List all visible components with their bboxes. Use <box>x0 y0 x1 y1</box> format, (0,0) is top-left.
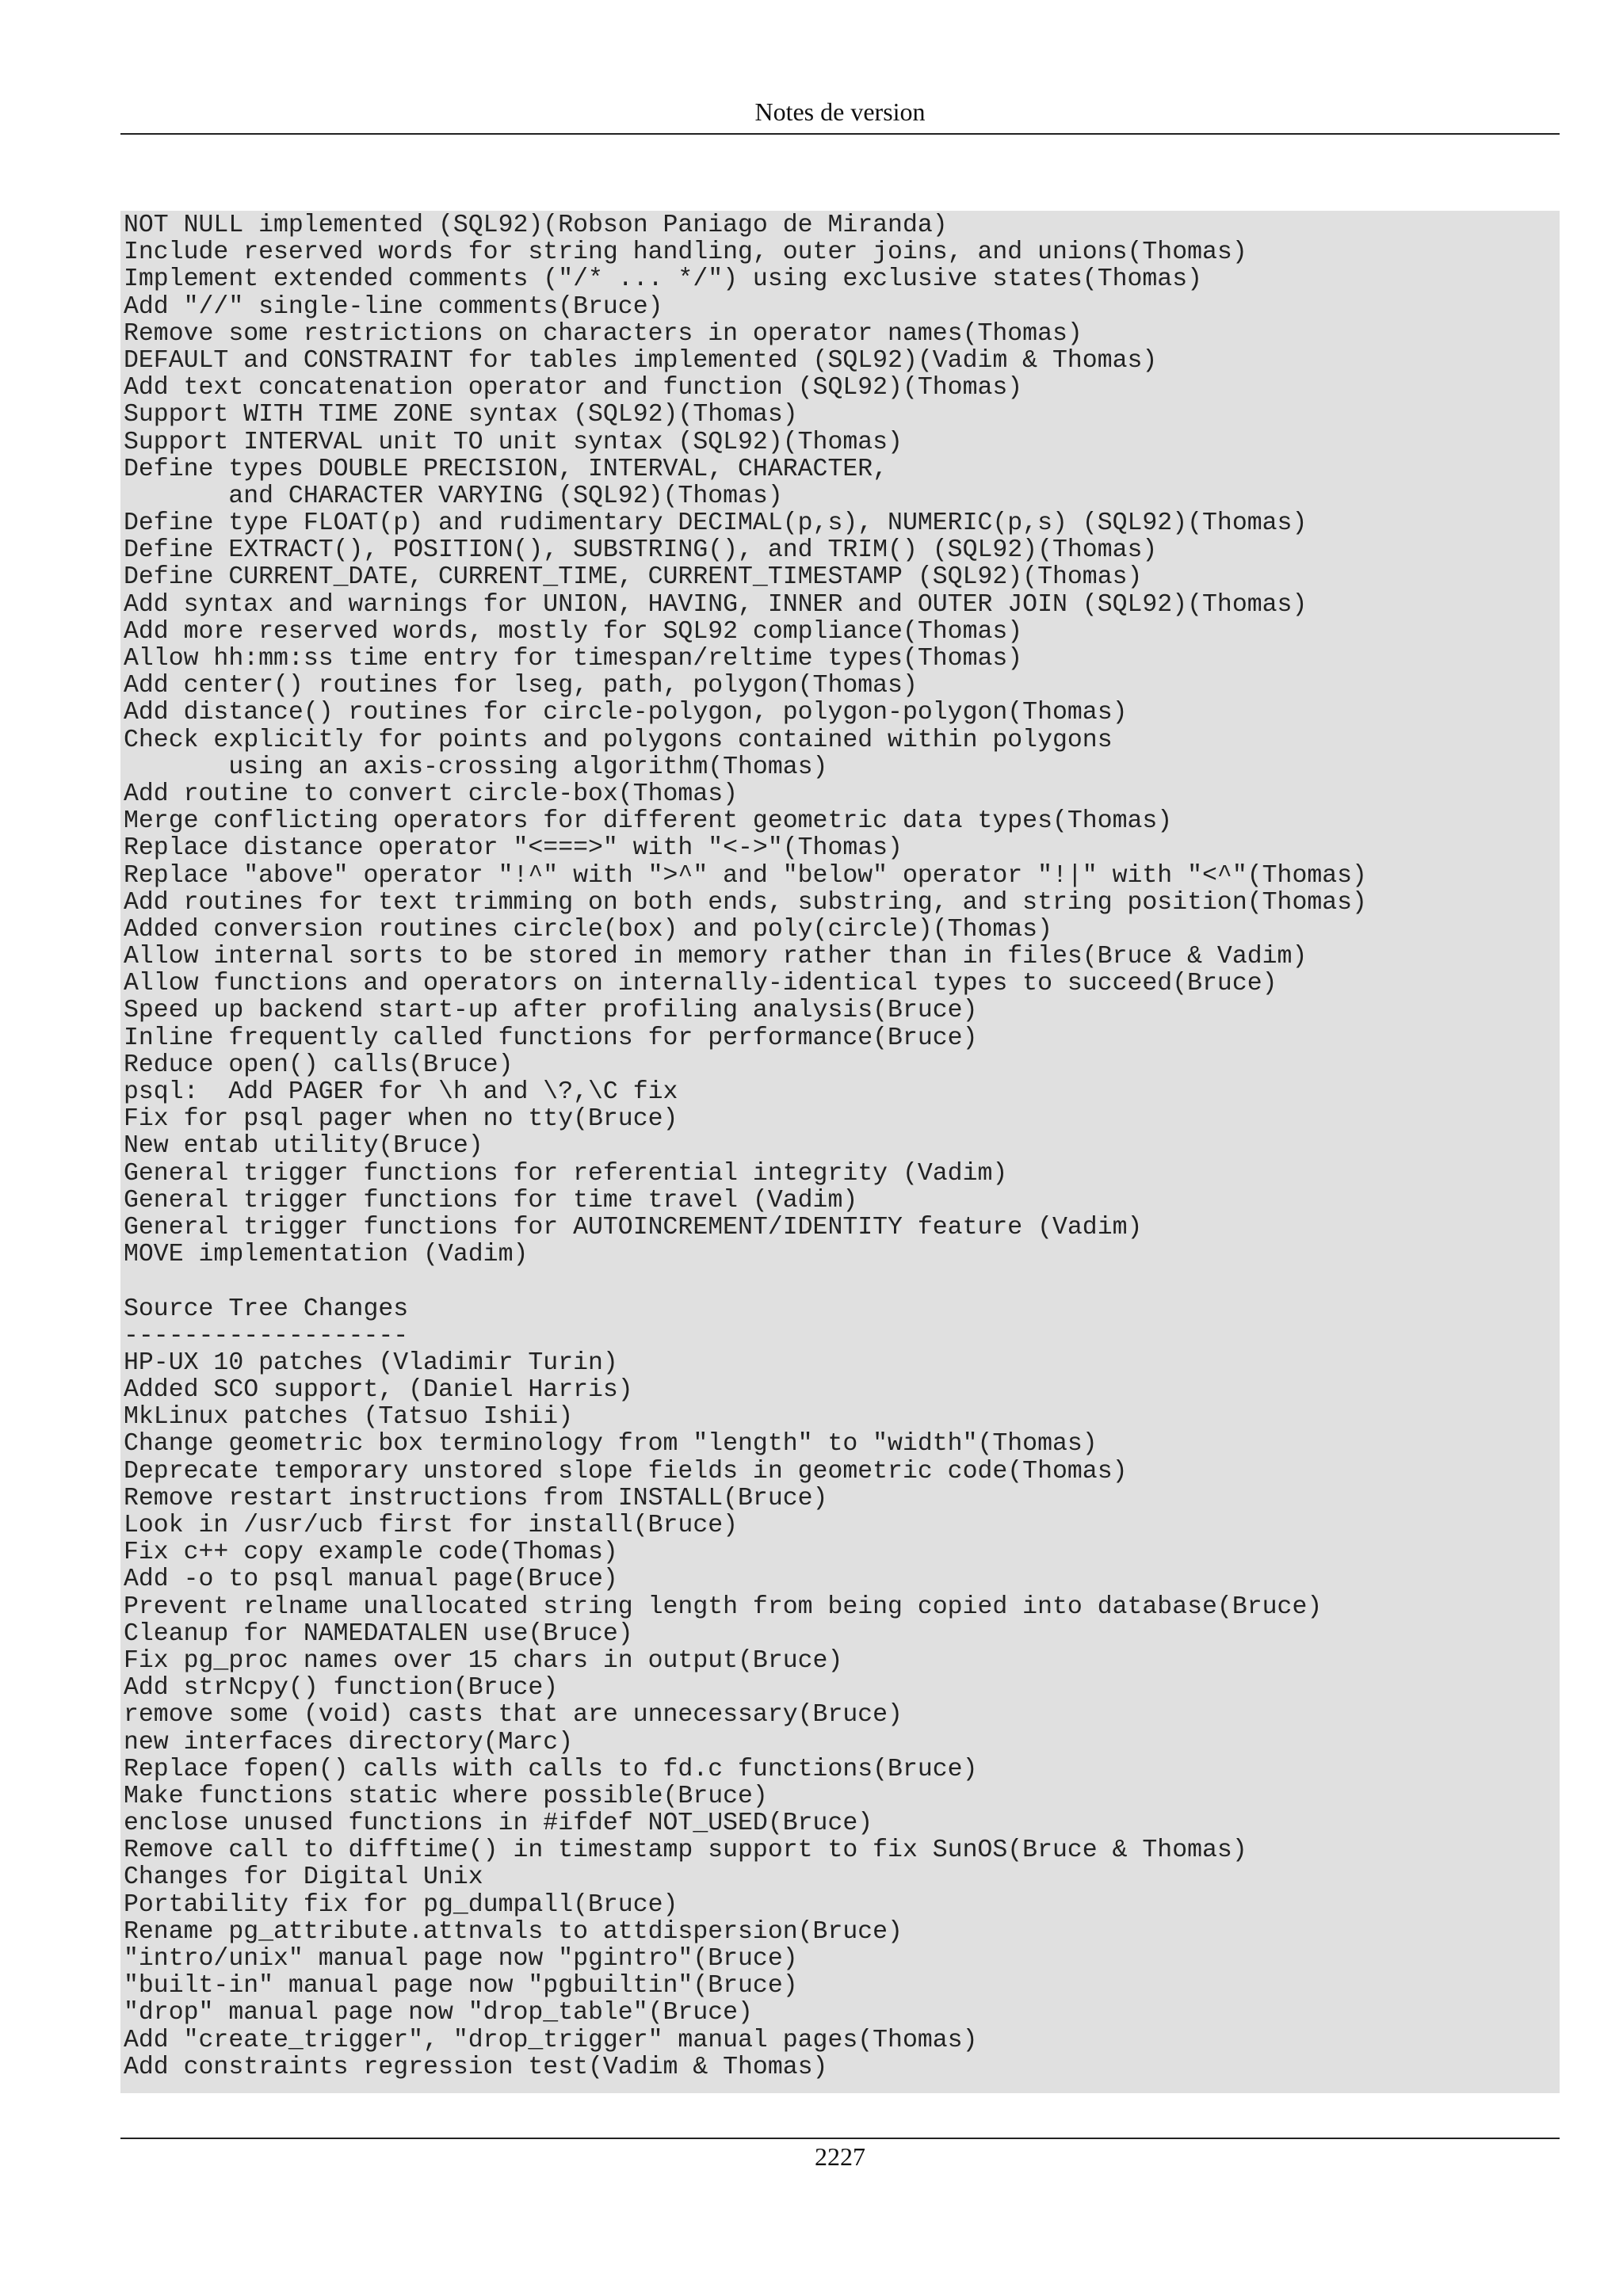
page-header-title: Notes de version <box>754 97 926 126</box>
code-line: Cleanup for NAMEDATALEN use(Bruce) <box>124 1619 633 1648</box>
code-line: Source Tree Changes <box>124 1295 409 1323</box>
code-line: Change geometric box terminology from "length" to "width"(Thomas) <box>124 1430 1098 1459</box>
code-line: Define CURRENT_DATE, CURRENT_TIME, CURRENT_TIMESTAMP (SQL92)(Thomas) <box>124 563 1143 592</box>
code-line: General trigger functions for AUTOINCREMENT/IDENTITY feature (Vadim) <box>124 1213 1143 1241</box>
code-line: Added SCO support, (Daniel Harris) <box>124 1376 633 1405</box>
code-line: Add "//" single-line comments(Bruce) <box>124 292 663 321</box>
code-line: "intro/unix" manual page now "pgintro"(Bruce) <box>124 1945 798 1973</box>
code-line: Changes for Digital Unix <box>124 1863 483 1892</box>
code-line: Implement extended comments ("/* ... */") using exclusive states(Thomas) <box>124 265 1203 294</box>
code-line: Merge conflicting operators for different geometric data types(Thomas) <box>124 807 1173 836</box>
code-line: Add -o to psql manual page(Bruce) <box>124 1566 618 1594</box>
code-line: Add center() routines for lseg, path, polygon(Thomas) <box>124 672 918 700</box>
code-line: Inline frequently called functions for performance(Bruce) <box>124 1024 978 1052</box>
code-line: remove some (void) casts that are unnecessary(Bruce) <box>124 1701 903 1730</box>
code-line: Prevent relname unallocated string length from being copied into database(Bruce) <box>124 1592 1323 1621</box>
code-line: Replace "above" operator "!^" with ">^" and "below" operator "!|" with "<^"(Thomas) <box>124 861 1367 890</box>
code-line: HP-UX 10 patches (Vladimir Turin) <box>124 1348 618 1377</box>
page-number: 2227 <box>815 2142 865 2171</box>
page-footer <box>120 2138 1560 2179</box>
code-line: enclose unused functions in #ifdef NOT_USED(Bruce) <box>124 1810 873 1838</box>
code-line: Look in /usr/ucb first for install(Bruce) <box>124 1512 739 1539</box>
code-line: and CHARACTER VARYING (SQL92)(Thomas) <box>124 482 783 510</box>
code-line: "drop" manual page now "drop_table"(Bruce) <box>124 1999 753 2027</box>
code-line: MOVE implementation (Vadim) <box>124 1241 529 1269</box>
code-line: Allow hh:mm:ss time entry for timespan/reltime types(Thomas) <box>124 645 1023 673</box>
code-line: Fix c++ copy example code(Thomas) <box>124 1539 618 1567</box>
code-line: Allow internal sorts to be stored in memory rather than in files(Bruce & Vadim) <box>124 943 1308 971</box>
code-line: Add routine to convert circle-box(Thomas) <box>124 780 739 808</box>
code-line: Make functions static where possible(Bruce) <box>124 1782 768 1810</box>
code-line: Portability fix for pg_dumpall(Bruce) <box>124 1890 678 1919</box>
code-line: Replace fopen() calls with calls to fd.c functions(Bruce) <box>124 1755 978 1783</box>
code-line: "built-in" manual page now "pgbuiltin"(Bruce) <box>124 1972 798 2000</box>
code-line: Speed up backend start-up after profiling analysis(Bruce) <box>124 997 978 1025</box>
release-notes-code-block <box>120 211 1560 2093</box>
code-line: Add more reserved words, mostly for SQL92 compliance(Thomas) <box>124 617 1023 646</box>
code-line <box>124 1268 1556 1295</box>
code-line: Support WITH TIME ZONE syntax (SQL92)(Thomas) <box>124 401 798 429</box>
code-line: NOT NULL implemented (SQL92)(Robson Paniago de Miranda) <box>124 212 948 239</box>
code-line: Fix pg_proc names over 15 chars in output(Bruce) <box>124 1646 843 1675</box>
code-line: Added conversion routines circle(box) and poly(circle)(Thomas) <box>124 915 1052 944</box>
code-line: Add distance() routines for circle-polygon, polygon-polygon(Thomas) <box>124 699 1128 727</box>
code-line: Add strNcpy() function(Bruce) <box>124 1674 559 1703</box>
code-line: General trigger functions for time travel (Vadim) <box>124 1186 858 1215</box>
code-line: Remove call to difftime() in timestamp support to fix SunOS(Bruce & Thomas) <box>124 1836 1247 1865</box>
code-line: Replace distance operator "<===>" with "<->"(Thomas) <box>124 834 903 863</box>
code-line: new interfaces directory(Marc) <box>124 1728 574 1756</box>
code-line: Define type FLOAT(p) and rudimentary DECIMAL(p,s), NUMERIC(p,s) (SQL92)(Thomas) <box>124 509 1308 538</box>
code-line: Remove restart instructions from INSTALL(Bruce) <box>124 1484 828 1512</box>
code-line: Allow functions and operators on internally-identical types to succeed(Bruce) <box>124 970 1277 998</box>
code-line: Fix for psql pager when no tty(Bruce) <box>124 1105 678 1134</box>
code-line: DEFAULT and CONSTRAINT for tables implemented (SQL92)(Vadim & Thomas) <box>124 346 1158 375</box>
code-line: MkLinux patches (Tatsuo Ishii) <box>124 1403 574 1432</box>
code-line: Add "create_trigger", "drop_trigger" manual pages(Thomas) <box>124 2026 978 2054</box>
code-line: Include reserved words for string handling, outer joins, and unions(Thomas) <box>124 238 1247 267</box>
code-line: Define EXTRACT(), POSITION(), SUBSTRING(), and TRIM() (SQL92)(Thomas) <box>124 536 1158 565</box>
code-line: New entab utility(Bruce) <box>124 1132 483 1161</box>
code-line: Deprecate temporary unstored slope fields in geometric code(Thomas) <box>124 1457 1128 1486</box>
code-line: Support INTERVAL unit TO unit syntax (SQL92)(Thomas) <box>124 428 903 456</box>
code-line: Define types DOUBLE PRECISION, INTERVAL, CHARACTER, <box>124 455 888 483</box>
page-header <box>120 93 1560 135</box>
code-line: Add constraints regression test(Vadim & Thomas) <box>124 2053 828 2081</box>
code-line: Add syntax and warnings for UNION, HAVING, INNER and OUTER JOIN (SQL92)(Thomas) <box>124 590 1308 619</box>
code-line: Reduce open() calls(Bruce) <box>124 1051 514 1079</box>
code-line: using an axis-crossing algorithm(Thomas) <box>124 753 828 781</box>
code-line: Add routines for text trimming on both ends, substring, and string position(Thomas) <box>124 888 1367 917</box>
code-line: Rename pg_attribute.attnvals to attdispersion(Bruce) <box>124 1917 903 1946</box>
code-line: psql: Add PAGER for \h and \?,\C fix <box>124 1078 678 1106</box>
code-line: Add text concatenation operator and function (SQL92)(Thomas) <box>124 374 1023 402</box>
code-line: Check explicitly for points and polygons contained within polygons <box>124 726 1113 754</box>
code-line: ------------------- <box>124 1322 409 1350</box>
code-line: Remove some restrictions on characters in operator names(Thomas) <box>124 319 1083 348</box>
code-line: General trigger functions for referential integrity (Vadim) <box>124 1159 1008 1188</box>
